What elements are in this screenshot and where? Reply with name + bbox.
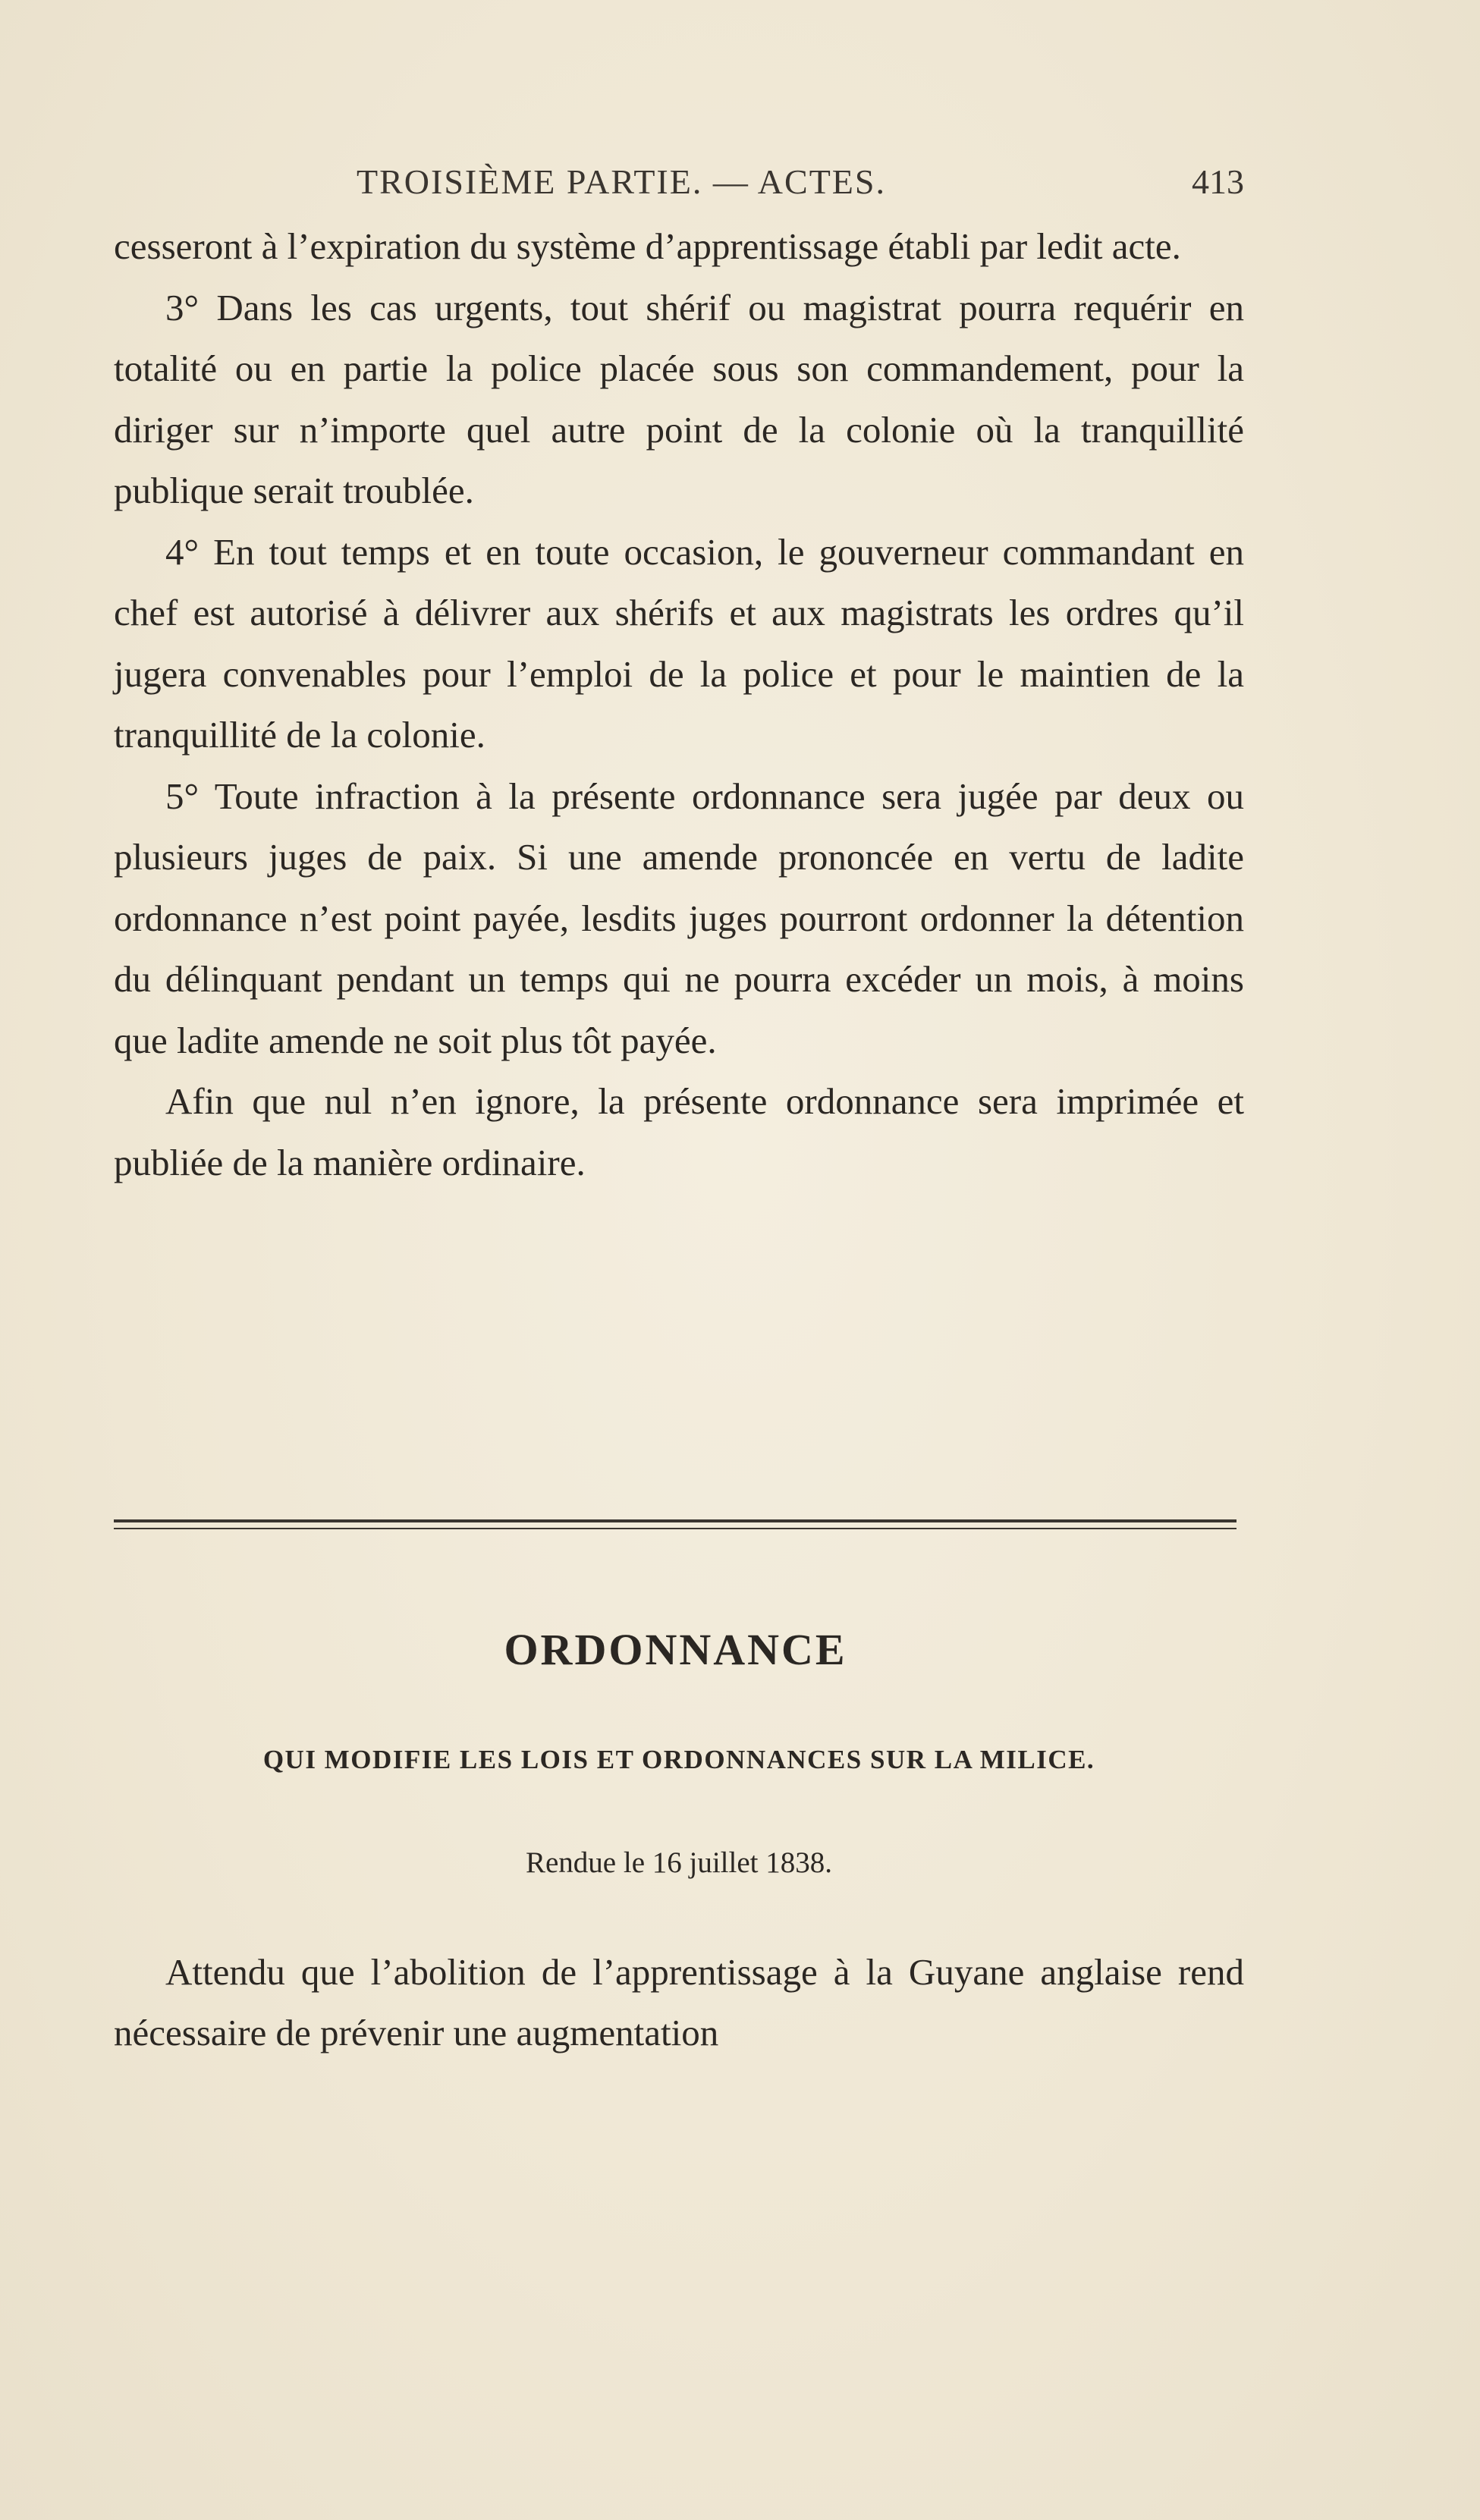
paragraph-opening: Attendu que l’abolition de l’apprentissage à la Guyane anglaise rend nécessaire de prévenir une augmentation xyxy=(114,1951,1244,2053)
paragraph-article-4: 4° En tout temps et en toute occasion, le gouverneur commandant en chef est autorisé à délivrer aux shérifs et aux magistrats les ordres qu’il jugera convenables pour l’emploi de la police et pour le maintien de la tranquillité de la colonie. xyxy=(114,530,1244,756)
divider-thick-line xyxy=(114,1519,1236,1522)
divider-thin-line xyxy=(114,1528,1236,1529)
paragraph-continuation: cesseront à l’expiration du système d’apprentissage établi par ledit acte. xyxy=(114,225,1181,267)
paragraph-article-5: 5° Toute infraction à la présente ordonnance sera jugée par deux ou plusieurs juges de paix. Si une amende prononcée en vertu de ladite ordonnance n’est point payée, lesdits juges pourront ordonner la détention du délinquant pendant un temps qui ne pourra excéder un mois, à moins que ladite amende ne soit plus tôt payée. xyxy=(114,775,1244,1061)
section-body xyxy=(114,1942,1244,2063)
section-subtitle: QUI MODIFIE LES LOIS ET ORDONNANCES SUR LA MILICE. xyxy=(262,1745,1095,1774)
section-date: Rendue le 16 juillet 1838. xyxy=(525,1846,832,1879)
section-divider xyxy=(114,1519,1236,1529)
running-title: TROISIÈME PARTIE. — ACTES. xyxy=(357,162,886,201)
paragraph-publication: Afin que nul n’en ignore, la présente ordonnance sera imprimée et publiée de la manière ordinaire. xyxy=(114,1080,1244,1183)
paragraph-article-3: 3° Dans les cas urgents, tout shérif ou magistrat pourra requérir en totalité ou en partie la police placée sous son commandement, pour la diriger sur n’importe quel autre point de la colonie où la tranquillité publique serait troublée. xyxy=(114,286,1244,511)
page-number: 413 xyxy=(1192,162,1244,201)
body-text xyxy=(114,216,1244,1193)
section-title: ORDONNANCE xyxy=(504,1625,847,1674)
page-header xyxy=(114,156,1244,209)
